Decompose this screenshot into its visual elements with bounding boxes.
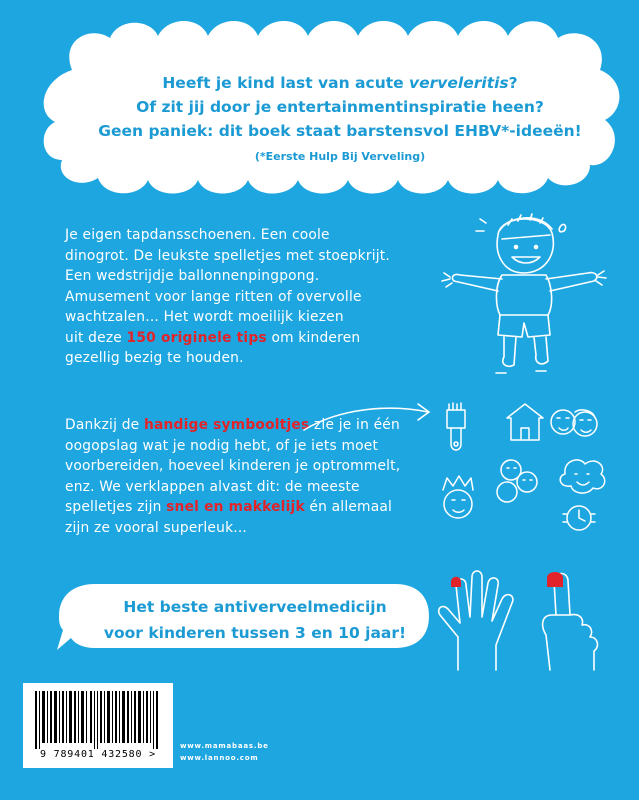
highlight-symbols: handige symbooltjes [143, 417, 310, 433]
symbols-line: Dankzij de handige symbooltjes zie je in één [65, 417, 400, 433]
clock-icon [563, 506, 595, 530]
group-of-kids-icon [497, 460, 537, 502]
intro-line: gezellig bezig te houden. [65, 350, 244, 366]
intro-line: dinogrot. De leukste spelletjes met stoepkrijt. [65, 247, 390, 264]
red-nail [451, 577, 461, 587]
arrow-icon [300, 400, 435, 435]
bubble-text [75, 594, 435, 646]
headline-line-1: Heeft je kind last van acute verveleritis? [162, 74, 518, 92]
symbols-line: spelletjes zijn snel en makkelijk én allemaal [65, 499, 393, 515]
highlight-quick: snel en makkelijk [166, 499, 305, 515]
headline-line-2: Of zit jij door je entertainmentinspiratie heen? [136, 98, 544, 116]
cloud-face-icon [560, 460, 605, 493]
footnote: (*Eerste Hulp Bij Verveling) [254, 150, 426, 163]
intro-line: Je eigen tapdansschoenen. Een coole [65, 227, 330, 243]
red-nail [547, 572, 563, 587]
paintbrush-icon [447, 403, 465, 450]
barcode [23, 683, 173, 768]
url-lannoo[interactable]: www.lannoo.com [180, 754, 259, 762]
headline-line-3: Geen paniek: dit boek staat barstensvol EHBV*-ideeën! [98, 122, 582, 140]
two-kids-icon [551, 410, 597, 436]
intro-line: Amusement voor lange ritten of overvolle [65, 288, 362, 305]
intro-paragraph [65, 225, 425, 369]
headline [60, 71, 620, 143]
highlight-tips: 150 originele tips [126, 329, 267, 346]
crown-face-icon [443, 476, 473, 518]
intro-line: uit deze 150 originele tips om kinderen [65, 329, 361, 346]
symbols-line: zijn ze vooral superleuk... [65, 519, 248, 536]
barcode-bars [35, 691, 161, 749]
symbols-line: voorbereiden, hoeveel kinderen je optrommelt, [65, 458, 401, 474]
url-mamabaas[interactable]: www.mamabaas.be [180, 742, 269, 750]
intro-line: wachtzalen... Het wordt moeilijk kiezen [65, 309, 344, 325]
house-icon [507, 404, 543, 440]
bubble-line-2: voor kinderen tussen 3 en 10 jaar! [103, 624, 407, 642]
website-urls [180, 740, 269, 764]
symbols-line: oogopslag wat je nodig hebt, of je iets moet [65, 437, 379, 454]
barcode-digits: 9 789401 432580 > [40, 749, 156, 760]
child-illustration [440, 205, 610, 385]
symbols-line: enz. We verklappen alvast dit: de meeste [65, 478, 360, 495]
intro-line: Een wedstrijdje ballonnenpingpong. [65, 268, 320, 284]
hands-illustration [430, 565, 625, 675]
headline-emphasis: verveleritis [409, 74, 509, 92]
symbol-icons [435, 400, 615, 540]
bubble-line-1: Het beste antiverveelmedicijn [123, 598, 387, 616]
